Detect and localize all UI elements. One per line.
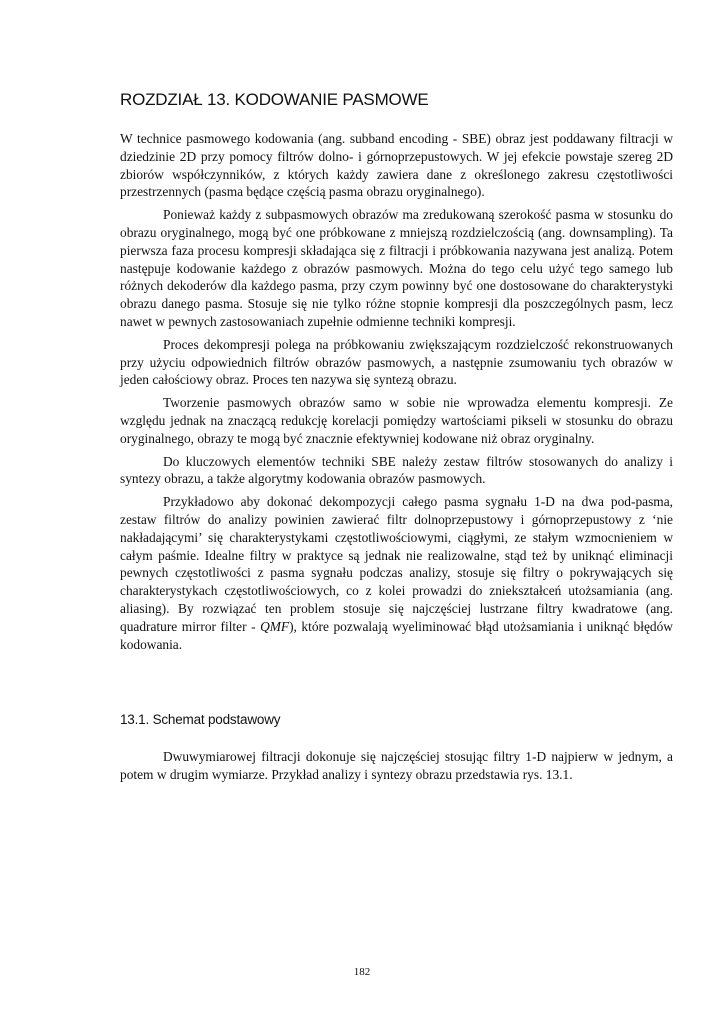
qmf-abbreviation: QMF	[260, 618, 290, 634]
chapter-title: ROZDZIAŁ 13. KODOWANIE PASMOWE	[120, 90, 429, 109]
paragraph-1: W technice pasmowego kodowania (ang. subband encoding - SBE) obraz jest poddawany filtracji w dziedzinie 2D przy pomocy filtrów dolno- i górnoprzepustowych. W jej efekcie powstaje szereg 2D zbiorów współczynników, z których każdy zawiera dane z określonego zakresu częstotliwości przestrzennych (pasma będące częścią pasma obrazu oryginalnego).	[120, 131, 673, 200]
paragraph-5: Do kluczowych elementów techniki SBE należy zestaw filtrów stosowanych do analizy i syntezy obrazu, a także algorytmy kodowania obrazów pasmowych.	[120, 453, 673, 487]
section-paragraph-1: Dwuwymiarowej filtracji dokonuje się najczęściej stosując filtry 1-D najpierw w jednym, a potem w drugim wymiarze. Przykład analizy i syntezy obrazu przedstawia rys. 13.1.	[120, 749, 673, 782]
paragraph-6-start: Przykładowo aby dokonać dekompozycji całego pasma sygnału 1-D na dwa pod-pasma, zestaw filtrów do analizy powinien zawierać filtr dolnoprzepustowy i górnoprzepustowy z ‘nie nakładającymi’ się charakterystykami częstotliwościowymi, ciągłymi, ze stałym wzmocnieniem w całym paśmie. Idealne filtry w praktyce są jednak nie realizowalne, stąd też by uniknąć eliminacji pewnych częstotliwości z pasma sygnału podczas analizy, stosuje się filtry o pokrywających się charakterystykach częstotliwościowych, co z kolei prowadzi do zniekształceń utożsamiania (ang. aliasing). By rozwiązać ten problem stosuje się najczęściej lustrzane filtry kwadratowe (ang. quadrature mirror filter -	[120, 494, 673, 634]
paragraph-6-end: ), które pozwalają wyeliminować błąd utożsamiania i uniknąć błędów kodowania.	[120, 618, 673, 652]
section-title: 13.1. Schemat podstawowy	[120, 712, 281, 727]
paragraph-3: Proces dekompresji polega na próbkowaniu zwiększającym rozdzielczość rekonstruowanych przy użyciu odpowiednich filtrów obrazów pasmowych, a następnie zsumowaniu tych obrazów w jeden całościowy obraz. Proces ten nazywa się syntezą obrazu.	[120, 336, 673, 388]
section-body	[120, 748, 673, 789]
page-number: 182	[353, 966, 371, 978]
chapter-body	[120, 130, 673, 658]
paragraph-2: Ponieważ każdy z subpasmowych obrazów ma zredukowaną szerokość pasma w stosunku do obrazu oryginalnego, mogą być one próbkowane z mniejszą rozdzielczością (ang. downsampling). Ta pierwsza faza procesu kompresji składająca się z filtracji i próbkowania nazywana jest analizą. Potem następuje kodowanie każdego z obrazów pasmowych. Można do tego celu użyć tego samego lub różnych dekoderów dla każdego pasma, przy czym powinny być one dostosowane do charakterystyki obrazu danego pasma. Stosuje się nie tylko różne stopnie kompresji dla poszczególnych pasm, lecz nawet w pewnych zastosowaniach zupełnie odmienne techniki kompresji.	[120, 207, 673, 329]
paragraph-4: Tworzenie pasmowych obrazów samo w sobie nie wprowadza elementu kompresji. Ze względu jednak na znaczącą redukcję korelacji pomiędzy wartościami pikseli w stosunku do obrazu oryginalnego, obrazy te mogą być znacznie efektywniej kodowane niż obraz oryginalny.	[120, 395, 673, 446]
paragraph-6	[120, 493, 673, 653]
